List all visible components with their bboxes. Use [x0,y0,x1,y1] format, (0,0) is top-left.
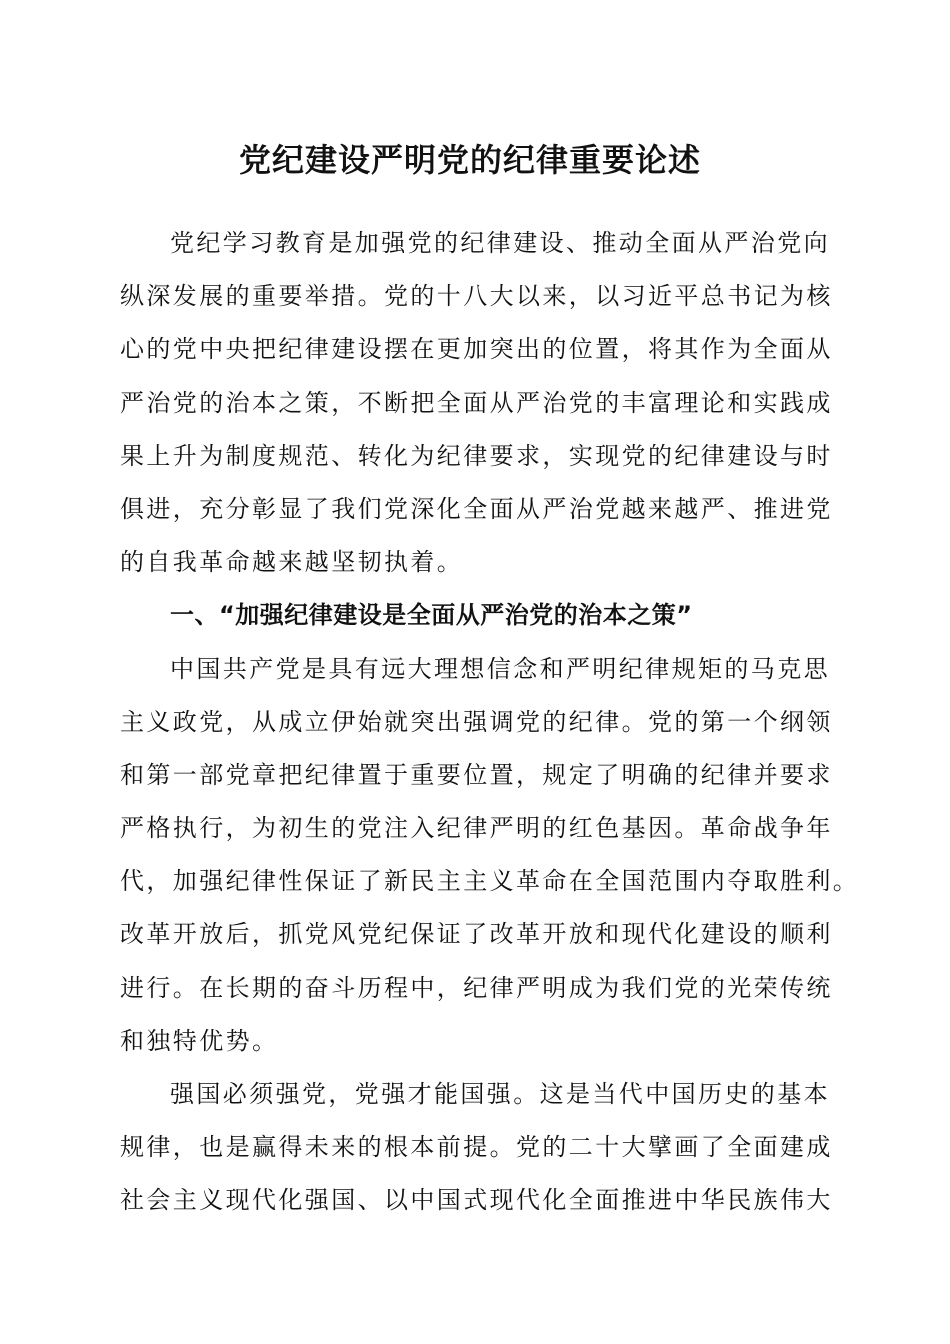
paragraph-line: 纵深发展的重要举措。党的十八大以来，以习近平总书记为核 [120,282,833,311]
paragraph-line: 俱进，充分彰显了我们党深化全面从严治党越来越严、推进党 [120,494,833,523]
paragraph-line: 社会主义现代化强国、以中国式现代化全面推进中华民族伟大 [120,1186,833,1215]
section-heading: 一、“加强纪律建设是全面从严治党的治本之策” [170,601,693,630]
paragraph-line: 严治党的治本之策，不断把全面从严治党的丰富理论和实践成 [120,388,833,417]
document-title: 党纪建设严明党的纪律重要论述 [238,141,701,179]
paragraph-line: 和独特优势。 [120,1026,279,1055]
paragraph-line: 强国必须强党，党强才能国强。这是当代中国历史的基本 [170,1080,830,1108]
paragraph-line: 果上升为制度规范、转化为纪律要求，实现党的纪律建设与时 [120,441,833,470]
paragraph-line: 和第一部党章把纪律置于重要位置，规定了明确的纪律并要求 [120,760,833,789]
paragraph-line: 心的党中央把纪律建设摆在更加突出的位置，将其作为全面从 [120,335,833,364]
paragraph-line: 规律，也是赢得未来的根本前提。党的二十大擘画了全面建成 [120,1133,833,1162]
paragraph-line: 严格执行，为初生的党注入纪律严明的红色基因。革命战争年 [120,814,833,843]
paragraph-line: 主义政党，从成立伊始就突出强调党的纪律。党的第一个纲领 [120,707,833,736]
paragraph-line: 改革开放后，抓党风党纪保证了改革开放和现代化建设的顺利 [120,920,833,949]
paragraph-line: 的自我革命越来越坚韧执着。 [120,548,464,577]
paragraph-line: 党纪学习教育是加强党的纪律建设、推动全面从严治党向 [170,229,830,257]
document-body [120,217,860,1228]
paragraph-line: 中国共产党是具有远大理想信念和严明纪律规矩的马克思 [170,654,830,683]
paragraph-line: 代，加强纪律性保证了新民主主义革命在全国范围内夺取胜利。 [120,867,860,896]
paragraph-line: 进行。在长期的奋斗历程中，纪律严明成为我们党的光荣传统 [120,973,833,1002]
